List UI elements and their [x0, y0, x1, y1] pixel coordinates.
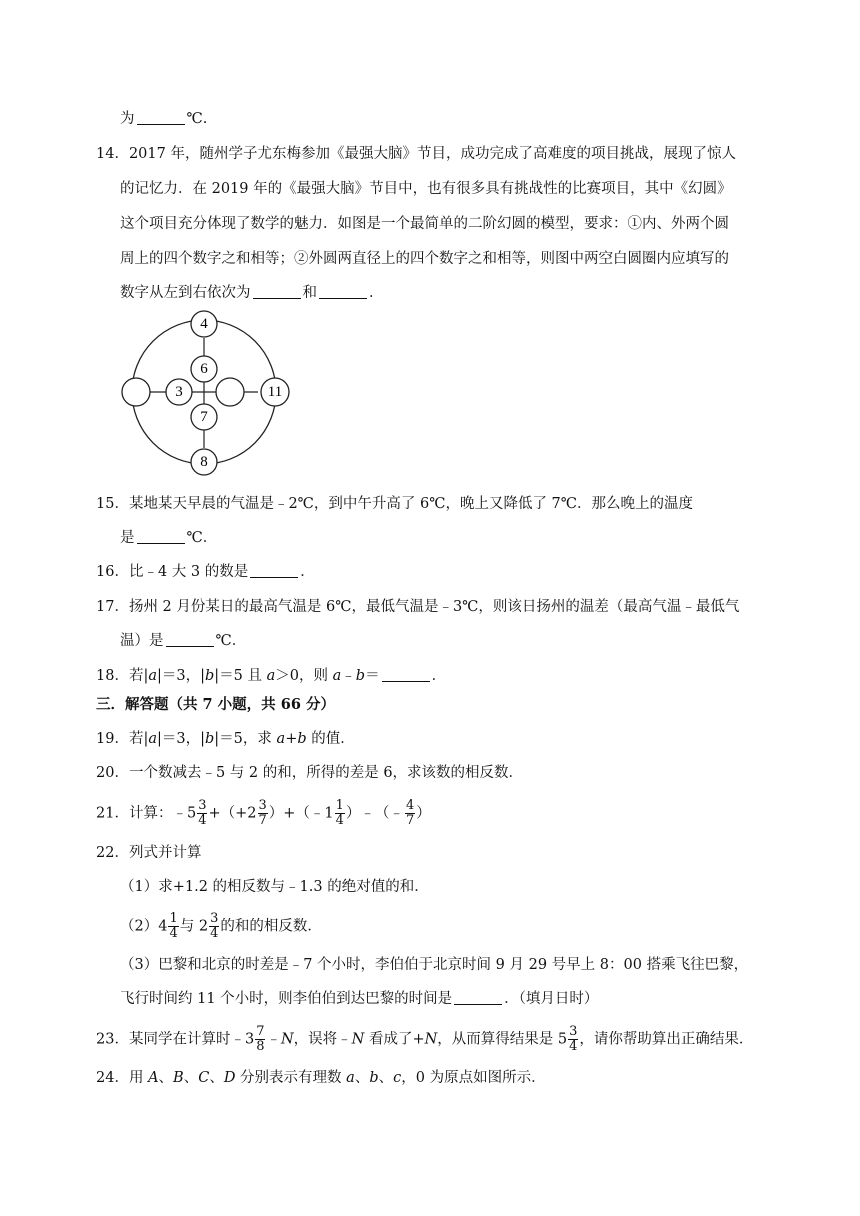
q21-t4: ）﹣（﹣ [345, 805, 404, 822]
q22-s3-text: 飞行时间约 11 个小时，则李伯伯到达巴黎的时间是 [120, 991, 453, 1007]
q13-blank [137, 110, 185, 125]
q18-var-b: b [205, 668, 215, 684]
node-top [191, 311, 217, 337]
q21 [96, 799, 431, 828]
q15-text: 是 [120, 530, 135, 546]
q16 [96, 561, 315, 583]
q18 [96, 665, 446, 687]
q22-blank [454, 990, 502, 1005]
q21-t2: +（+2 [208, 805, 257, 822]
q18-end: ． [431, 668, 447, 684]
node-inner-bottom-value: 7 [200, 409, 208, 425]
node-outer-right-value: 11 [267, 384, 283, 400]
q24-var-A: A [148, 1070, 159, 1086]
node-inner-bottom [191, 404, 217, 430]
q16-blank [250, 563, 298, 578]
q19-t5: 的值． [306, 731, 355, 747]
q17-text: 温）是 [120, 633, 164, 649]
q24 [96, 1067, 546, 1089]
q21-frac-4: $\frac{4}{7}$ [405, 798, 415, 828]
q19-var-b: b [205, 731, 215, 747]
q22-s2-t2: 与 2 [179, 918, 209, 935]
q21-t3: ）+（﹣1 [268, 805, 334, 822]
q21-t1: 21．计算：﹣5 [96, 805, 197, 822]
q24-var-b: b [369, 1070, 379, 1086]
q22-frac-1: $\frac{1}{4}$ [169, 911, 178, 941]
q18-var-b2: b [355, 668, 366, 684]
q18-t5: ﹣ [341, 668, 356, 684]
q14-line5 [120, 282, 384, 304]
node-inner-right [216, 378, 244, 406]
node-outer-right [261, 378, 289, 406]
q18-t4: ＞0，则 [275, 668, 333, 684]
q15-unit: ℃． [186, 530, 218, 546]
q19-t4: + [285, 731, 298, 747]
q24-var-B: B [173, 1070, 184, 1086]
q22-frac-2: $\frac{3}{4}$ [210, 911, 219, 941]
q23-var-n3: N [424, 1031, 438, 1048]
q23-var-n1: N [280, 1031, 294, 1048]
node-outer-left [122, 378, 150, 406]
q24-sep3: 、 [209, 1070, 224, 1086]
q16-end: ． [300, 564, 315, 580]
q17-line1: 17．扬州 2 月份某日的最高气温是 6℃，最低气温是﹣3℃，则该日扬州的温差（最高气温﹣最低气 [96, 599, 740, 615]
q14-blank-2 [319, 284, 367, 299]
q22-sub3-line1: （3）巴黎和北京的时差是﹣7 个小时，李伯伯于北京时间 9 月 29 号早上 8：00 搭乘飞往巴黎， [120, 957, 749, 973]
q14-end: ． [369, 285, 384, 301]
q19-t1: 19．若| [96, 731, 149, 747]
q22-s3-end: ．（填月日时） [504, 991, 599, 1007]
node-inner-left-value: 3 [175, 384, 183, 400]
q21-frac-2: $\frac{3}{7}$ [258, 798, 267, 828]
q19 [96, 728, 355, 750]
q17-line2 [120, 630, 246, 652]
q23-t1: 23．某同学在计算时﹣3 [96, 1031, 255, 1048]
q14-line2: 的记忆力．在 2019 年的《最强大脑》节目中，也有很多具有挑战性的比赛项目，其中《幻圆》 [120, 181, 732, 197]
q24-var-D: D [223, 1070, 236, 1086]
node-inner-top-value: 6 [200, 361, 208, 377]
q18-t3: |＝5 且 [214, 668, 267, 684]
q15-line2 [120, 527, 217, 549]
q24-t3: ，0 为原点如图所示． [401, 1070, 546, 1086]
q23-t6: ，请你帮助算出正确结果． [579, 1031, 754, 1048]
q24-var-C: C [198, 1070, 210, 1086]
q20: 20．一个数减去﹣5 与 2 的和，所得的差是 6，求该数的相反数． [96, 765, 524, 781]
q24-t2: 分别表示有理数 [235, 1070, 347, 1086]
q18-blank [382, 667, 430, 682]
q19-var-a: a [148, 731, 157, 747]
q22-title: 22．列式并计算 [96, 845, 202, 861]
q14-line3: 这个项目充分体现了数学的魅力．如图是一个最简单的二阶幻圆的模型，要求：①内、外两个圆 [120, 216, 729, 232]
q23-t4: 看成了+ [364, 1031, 425, 1048]
q22-s2-t1: （2）4 [120, 918, 168, 935]
q17-unit: ℃． [215, 633, 247, 649]
node-bottom-value: 8 [200, 454, 208, 470]
q19-t3: |＝5，求 [214, 731, 277, 747]
q18-t1: 18．若| [96, 668, 149, 684]
q14-text: 数字从左到右依次为 [120, 285, 251, 301]
q19-t2: |＝3，| [157, 731, 205, 747]
q14-and: 和 [302, 285, 317, 301]
node-top-value: 4 [200, 316, 208, 332]
q18-t2: |＝3，| [157, 668, 205, 684]
q19-var-b2: b [297, 731, 307, 747]
node-bottom [191, 449, 217, 475]
q18-var-a: a [148, 668, 157, 684]
q17-blank [166, 632, 214, 647]
q21-t5: ） [416, 805, 431, 822]
q24-sep1: 、 [158, 1070, 174, 1086]
q24-var-a: a [346, 1070, 355, 1086]
q24-t1: 24．用 [96, 1070, 149, 1086]
q24-sep4: 、 [354, 1070, 370, 1086]
q23-t2: ﹣ [266, 1031, 281, 1048]
q24-var-c: c [393, 1070, 402, 1086]
q15-line1: 15．某地某天早晨的气温是﹣2℃，到中午升高了 6℃，晚上又降低了 7℃．那么晚上的温度 [96, 496, 694, 512]
q13-unit: ℃. [186, 111, 208, 127]
q23-frac-1: $\frac{7}{8}$ [256, 1024, 265, 1054]
q22-sub3-line2 [120, 988, 598, 1010]
q15-blank [137, 529, 185, 544]
q13-tail [120, 108, 207, 130]
q22-sub1: （1）求+1.2 的相反数与﹣1.3 的绝对值的和． [120, 879, 429, 895]
node-inner-left [166, 379, 192, 405]
q22-sub2 [120, 912, 322, 941]
q23 [96, 1025, 753, 1054]
q23-t3: ，误将﹣ [293, 1031, 352, 1048]
q21-frac-1: $\frac{3}{4}$ [198, 798, 207, 828]
q24-sep2: 、 [183, 1070, 199, 1086]
q24-sep5: 、 [378, 1070, 394, 1086]
q16-text: 16．比﹣4 大 3 的数是 [96, 564, 249, 580]
section-3-heading: 三．解答题（共 7 小题，共 66 分） [96, 696, 335, 713]
q19-var-a2: a [276, 731, 286, 747]
q14-line1: 14．2017 年，随州学子尤东梅参加《最强大脑》节目，成功完成了高难度的项目挑战，展现了惊人 [96, 146, 736, 162]
q23-frac-2: $\frac{3}{4}$ [569, 1024, 578, 1054]
q23-var-n2: N [351, 1031, 365, 1048]
q21-frac-3: $\frac{1}{4}$ [335, 798, 344, 828]
magic-circle-diagram [118, 308, 298, 480]
q14-line4: 周上的四个数字之和相等；②外圆两直径上的四个数字之和相等，则图中两空白圆圈内应填写的 [120, 251, 729, 267]
q23-t5: ，从而算得结果是 5 [437, 1031, 568, 1048]
q22-s2-t3: 的和的相反数． [220, 918, 322, 935]
q13-text: 为 [120, 111, 135, 127]
q18-var-a3: a [332, 668, 342, 684]
q14-blank-1 [253, 284, 301, 299]
q18-var-a2: a [266, 668, 276, 684]
q18-t6: ＝ [365, 668, 380, 684]
node-inner-top [191, 356, 217, 382]
